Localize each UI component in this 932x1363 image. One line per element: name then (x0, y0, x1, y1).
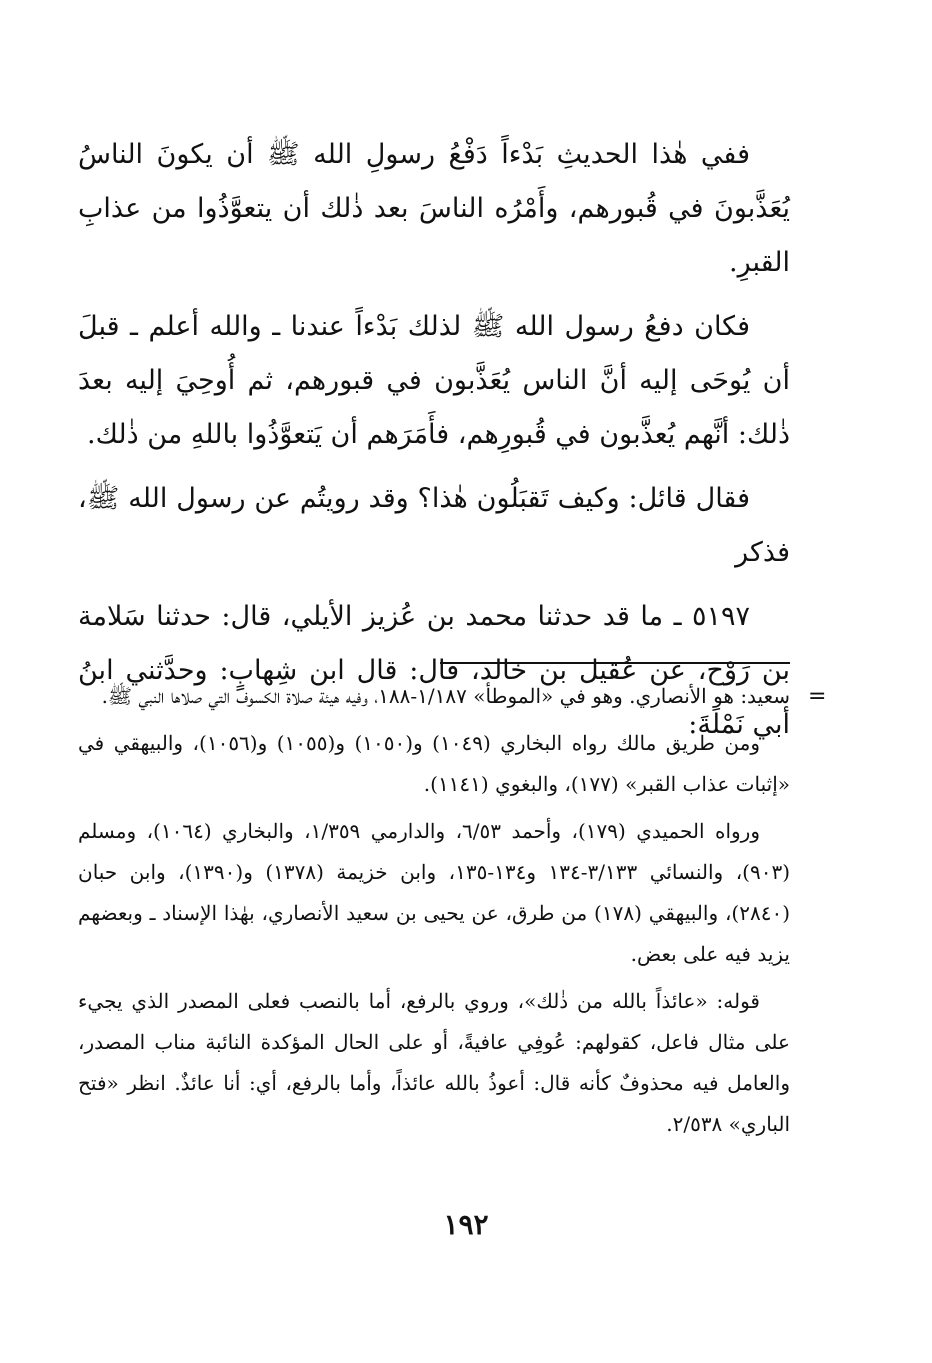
footnote-paragraph-4: قوله: «عائذاً بالله من ذٰلك»، وروي بالرفع، أما بالنصب فعلى المصدر الذي يجيء على مثال فاعل، كقولهم: عُوفِي عافيةً، أو على الحال المؤكدة النائبة مناب المصدر، والعامل فيه محذوفٌ كأنه قال: أعوذُ بالله عائذاً، وأما بالرفع، أي: أنا عائذٌ. انظر «فتح الباري» ٢/٥٣٨. (78, 989, 790, 1136)
footnote-divider (440, 662, 790, 664)
page-number: ١٩٢ (443, 1208, 489, 1241)
footnote-paragraph-3: ورواه الحميدي (١٧٩)، وأحمد ٦/٥٣، والدارمي ١/٣٥٩، والبخاري (١٠٦٤)، ومسلم (٩٠٣)، والنسائي ٣/١٣٣-١٣٤ و١٣٤-١٣٥، وابن خزيمة (١٣٧٨) و(١٣٩٠)، وابن حبان (٢٨٤٠)، والبيهقي (١٧٨) من طرق، عن يحيى بن سعيد الأنصاري، بهٰذا الإسناد ـ وبعضهم يزيد فيه على بعض. (78, 819, 790, 966)
footnote-paragraph-2: ومن طريق مالك رواه البخاري (١٠٤٩) و(١٠٥٠) و(١٠٥٥) و(١٠٥٦)، والبيهقي في «إثبات عذاب القبر» (١٧٧)، والبغوي (١١٤١). (78, 731, 790, 796)
main-paragraph-2: فكان دفعُ رسول الله ﷺ لذلك بَدْءاً عندنا ـ والله أعلم ـ قبلَ أن يُوحَى إليه أنَّ الناس يُعَذَّبون في قبورهم، ثم أُوحِيَ إليه بعدَ ذٰلك: أنَّهم يُعذَّبون في قُبورِهم، فأَمَرَهم أن يَتعوَّذُوا باللهِ من ذٰلك. (78, 311, 790, 450)
main-text (78, 128, 790, 762)
main-paragraph-1: ففي هٰذا الحديثِ بَدْءاً دَفْعُ رسولِ الله ﷺ أن يكونَ الناسُ يُعَذَّبونَ في قُبورهم، وأَمْرُه الناسَ بعد ذٰلك أن يتعوَّذُوا من عذابِ القبرِ. (78, 139, 790, 278)
main-paragraph-3: فقال قائل: وكيف تَقبَلُون هٰذا؟ وقد رويتُم عن رسول الله ﷺ، فذكر (78, 483, 790, 568)
footnote-continuation-mark: = (808, 684, 827, 709)
hadith-paragraph: ٥١٩٧ ـ ما قد حدثنا محمد بن عُزيز الأيلي، قال: حدثنا سَلامة بن رَوْح، عن عُقيل بن خالد، قال: قال ابن شِهابٍ: وحدَّثني ابنُ أبي نَمْلَةَ: (78, 601, 790, 740)
footnotes (78, 676, 790, 1151)
footnote-paragraph-1: سعيد: هو الأنصاري. وهو في «الموطأ» ١/١٨٧-١٨٨، وفيه هيئة صلاة الكسوف التي صلاها النبي ﷺ. (101, 684, 790, 708)
